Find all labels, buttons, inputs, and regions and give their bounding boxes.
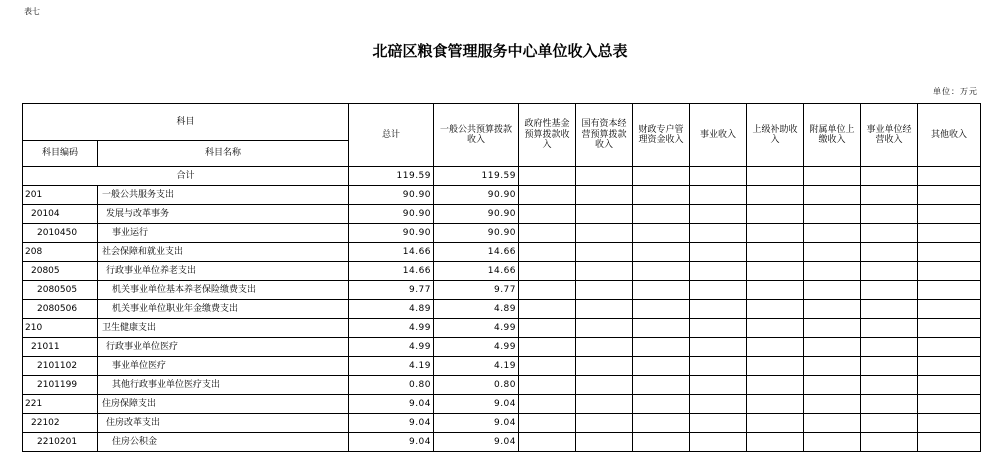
business-income-header: 事业收入 [690,104,747,167]
empty-cell [861,433,918,452]
empty-cell [804,433,861,452]
empty-cell [918,243,981,262]
subject-header: 科目 [23,104,349,141]
empty-cell [861,281,918,300]
total-cell: 9.04 [349,433,434,452]
empty-cell [633,300,690,319]
empty-cell [633,414,690,433]
table-row [23,224,981,243]
empty-cell [576,262,633,281]
total-cell: 9.77 [349,281,434,300]
gov-fund-header: 政府性基金预算拨款收入 [519,104,576,167]
general-budget-cell: 0.80 [434,376,519,395]
empty-cell [918,281,981,300]
subject-name-cell: 行政事业单位养老支出 [98,262,349,281]
page-title: 北碚区粮食管理服务中心单位收入总表 [372,42,628,60]
empty-cell [861,262,918,281]
table-row [23,414,981,433]
empty-cell [633,262,690,281]
subject-name-cell: 行政事业单位医疗 [98,338,349,357]
general-budget-cell: 9.04 [434,395,519,414]
subject-code-cell: 2080506 [23,300,98,319]
empty-cell [861,395,918,414]
subject-name-cell: 机关事业单位职业年金缴费支出 [98,300,349,319]
table-row [23,376,981,395]
total-label: 合计 [23,167,349,186]
empty-cell [747,167,804,186]
empty-cell [690,186,747,205]
empty-cell [747,262,804,281]
empty-cell [576,281,633,300]
empty-cell [576,319,633,338]
general-budget-cell: 4.99 [434,338,519,357]
empty-cell [861,205,918,224]
income-summary-table [22,103,981,452]
empty-cell [804,376,861,395]
empty-cell [633,319,690,338]
unit-label: 单位：万元 [933,87,978,96]
empty-cell [519,186,576,205]
empty-cell [519,262,576,281]
empty-cell [804,186,861,205]
table-row [23,281,981,300]
empty-cell [918,414,981,433]
subject-code-cell: 2080505 [23,281,98,300]
subject-name-cell: 事业运行 [98,224,349,243]
empty-cell [918,338,981,357]
empty-cell [918,224,981,243]
empty-cell [519,414,576,433]
empty-cell [690,433,747,452]
empty-cell [633,205,690,224]
other-income-header: 其他收入 [918,104,981,167]
empty-cell [690,262,747,281]
table-row [23,186,981,205]
empty-cell [633,281,690,300]
subject-name-cell: 事业单位医疗 [98,357,349,376]
empty-cell [747,300,804,319]
general-budget-cell: 90.90 [434,186,519,205]
subject-name-cell: 卫生健康支出 [98,319,349,338]
subject-name-cell: 住房改革支出 [98,414,349,433]
general-budget-cell: 9.77 [434,281,519,300]
table-row [23,395,981,414]
empty-cell [633,433,690,452]
empty-cell [576,300,633,319]
business-operation-header: 事业单位经营收入 [861,104,918,167]
empty-cell [804,224,861,243]
table-row [23,205,981,224]
empty-cell [804,281,861,300]
empty-cell [804,319,861,338]
table-row [23,357,981,376]
empty-cell [576,186,633,205]
empty-cell [633,338,690,357]
fiscal-special-header: 财政专户管理资金收入 [633,104,690,167]
table-row [23,262,981,281]
empty-cell [861,186,918,205]
empty-cell [861,338,918,357]
total-cell: 14.66 [349,262,434,281]
table-row [23,433,981,452]
total-cell: 9.04 [349,414,434,433]
empty-cell [804,414,861,433]
total-row [23,167,981,186]
subject-code-cell: 20104 [23,205,98,224]
empty-cell [690,338,747,357]
total-amount: 119.59 [349,167,434,186]
general-budget-cell: 4.99 [434,319,519,338]
empty-cell [519,205,576,224]
header-row-1 [23,104,981,141]
empty-cell [861,357,918,376]
empty-cell [747,281,804,300]
general-budget-header: 一般公共预算拨款收入 [434,104,519,167]
state-capital-header: 国有资本经营预算拨款收入 [576,104,633,167]
subject-code-cell: 201 [23,186,98,205]
empty-cell [576,357,633,376]
empty-cell [918,433,981,452]
empty-cell [519,167,576,186]
empty-cell [519,357,576,376]
empty-cell [576,338,633,357]
empty-cell [576,395,633,414]
empty-cell [633,224,690,243]
empty-cell [747,186,804,205]
total-cell: 4.19 [349,357,434,376]
empty-cell [747,205,804,224]
empty-cell [690,167,747,186]
subject-code-cell: 2101102 [23,357,98,376]
empty-cell [918,395,981,414]
empty-cell [690,224,747,243]
subject-code-header: 科目编码 [23,141,98,167]
empty-cell [861,414,918,433]
empty-cell [633,243,690,262]
empty-cell [519,433,576,452]
subject-name-cell: 社会保障和就业支出 [98,243,349,262]
general-budget-cell: 4.89 [434,300,519,319]
empty-cell [804,205,861,224]
empty-cell [576,167,633,186]
empty-cell [519,243,576,262]
superior-subsidy-header: 上级补助收入 [747,104,804,167]
empty-cell [690,319,747,338]
empty-cell [918,357,981,376]
table-row [23,300,981,319]
subject-code-cell: 210 [23,319,98,338]
general-budget-cell: 90.90 [434,224,519,243]
empty-cell [690,205,747,224]
empty-cell [747,319,804,338]
subject-name-cell: 机关事业单位基本养老保险缴费支出 [98,281,349,300]
empty-cell [519,281,576,300]
empty-cell [690,414,747,433]
subject-name-cell: 其他行政事业单位医疗支出 [98,376,349,395]
general-budget-cell: 9.04 [434,414,519,433]
affiliated-income-header: 附属单位上缴收入 [804,104,861,167]
empty-cell [747,395,804,414]
empty-cell [747,338,804,357]
empty-cell [519,395,576,414]
subject-name-cell: 住房公积金 [98,433,349,452]
subject-code-cell: 20805 [23,262,98,281]
empty-cell [519,224,576,243]
empty-cell [861,319,918,338]
empty-cell [918,262,981,281]
empty-cell [519,300,576,319]
empty-cell [690,357,747,376]
general-budget-cell: 9.04 [434,433,519,452]
empty-cell [918,319,981,338]
empty-cell [861,224,918,243]
total-cell: 14.66 [349,243,434,262]
empty-cell [690,281,747,300]
empty-cell [576,414,633,433]
general-budget-cell: 90.90 [434,205,519,224]
empty-cell [918,186,981,205]
subject-code-cell: 208 [23,243,98,262]
total-cell: 4.89 [349,300,434,319]
empty-cell [804,395,861,414]
empty-cell [804,300,861,319]
total-cell: 0.80 [349,376,434,395]
empty-cell [918,300,981,319]
empty-cell [861,167,918,186]
subject-name-cell: 一般公共服务支出 [98,186,349,205]
subject-name-header: 科目名称 [98,141,349,167]
empty-cell [804,167,861,186]
total-cell: 9.04 [349,395,434,414]
empty-cell [576,376,633,395]
empty-cell [519,319,576,338]
total-cell: 90.90 [349,186,434,205]
total-header: 总计 [349,104,434,167]
empty-cell [804,262,861,281]
empty-cell [918,205,981,224]
empty-cell [576,205,633,224]
empty-cell [576,433,633,452]
subject-name-cell: 住房保障支出 [98,395,349,414]
empty-cell [519,338,576,357]
empty-cell [633,395,690,414]
total-cell: 90.90 [349,205,434,224]
empty-cell [918,167,981,186]
subject-code-cell: 21011 [23,338,98,357]
general-budget-cell: 14.66 [434,243,519,262]
empty-cell [690,395,747,414]
empty-cell [804,357,861,376]
total-general-budget: 119.59 [434,167,519,186]
empty-cell [633,186,690,205]
subject-code-cell: 2210201 [23,433,98,452]
general-budget-cell: 4.19 [434,357,519,376]
table-row [23,338,981,357]
empty-cell [519,376,576,395]
empty-cell [861,300,918,319]
subject-code-cell: 22102 [23,414,98,433]
empty-cell [690,300,747,319]
empty-cell [747,243,804,262]
empty-cell [633,167,690,186]
empty-cell [918,376,981,395]
document-label: 表七 [24,7,40,16]
table-row [23,319,981,338]
empty-cell [861,376,918,395]
empty-cell [576,224,633,243]
empty-cell [747,376,804,395]
empty-cell [690,243,747,262]
empty-cell [576,243,633,262]
empty-cell [747,414,804,433]
empty-cell [747,357,804,376]
general-budget-cell: 14.66 [434,262,519,281]
empty-cell [690,376,747,395]
empty-cell [747,224,804,243]
empty-cell [633,357,690,376]
empty-cell [747,433,804,452]
empty-cell [804,338,861,357]
total-cell: 90.90 [349,224,434,243]
empty-cell [804,243,861,262]
subject-code-cell: 221 [23,395,98,414]
subject-code-cell: 2010450 [23,224,98,243]
subject-name-cell: 发展与改革事务 [98,205,349,224]
total-cell: 4.99 [349,338,434,357]
subject-code-cell: 2101199 [23,376,98,395]
empty-cell [861,243,918,262]
table-row [23,243,981,262]
total-cell: 4.99 [349,319,434,338]
empty-cell [633,376,690,395]
